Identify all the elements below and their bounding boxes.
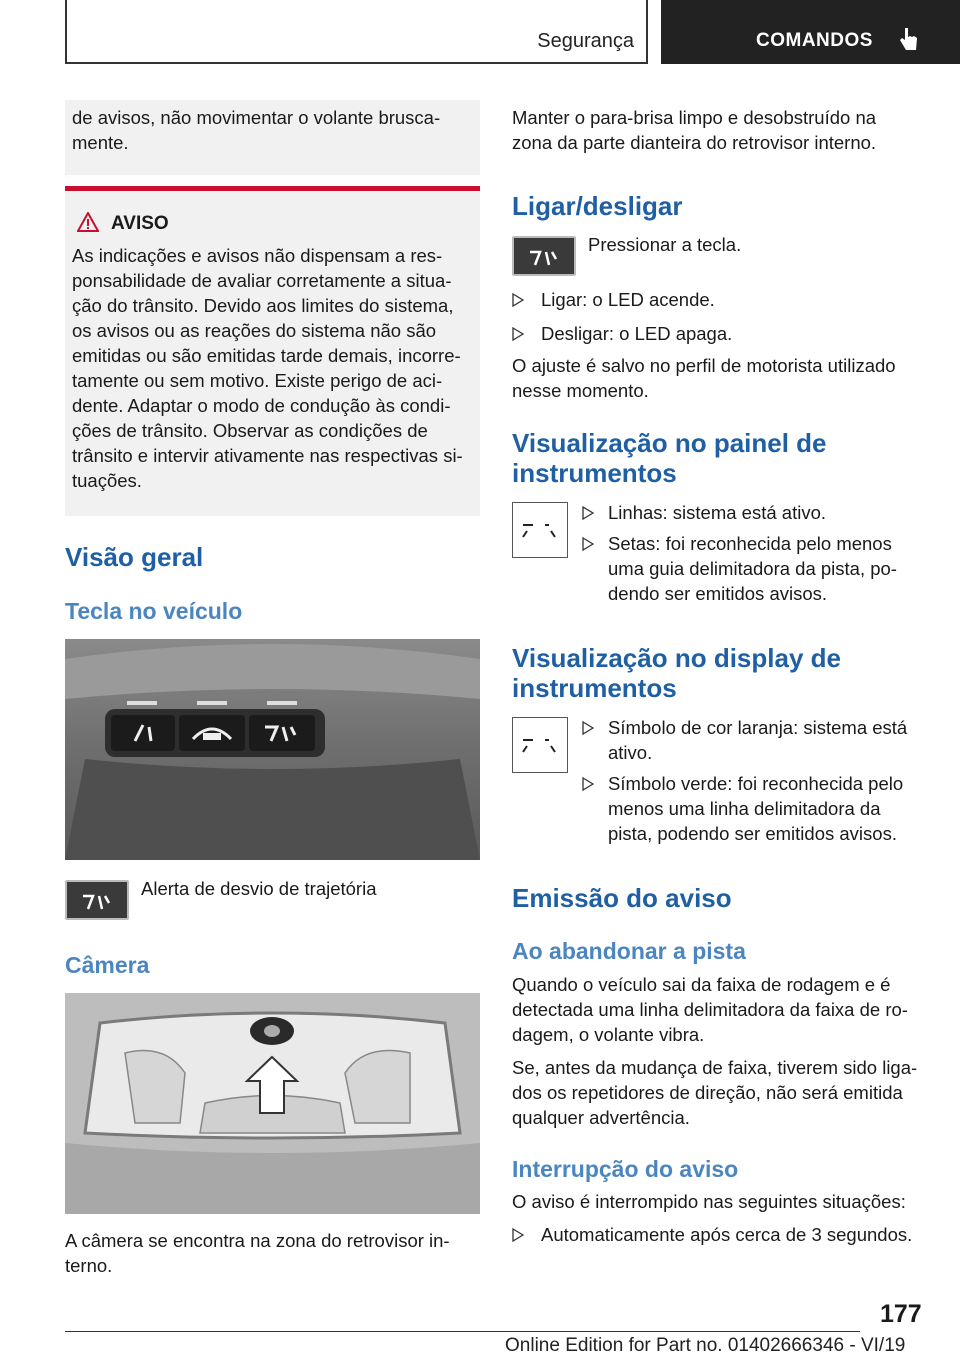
- leaving-text-1: Quando o veículo sai da faixa de rodagem e é detectada uma linha delimitadora da faixa de ro-dagem, o volante vibra.: [512, 974, 908, 1045]
- display-item: Símbolo de cor laranja: sistema está ativo.: [608, 717, 908, 763]
- header-section-tab: [65, 0, 648, 64]
- intro-text: de avisos, não movimentar o volante brusca-mente.: [72, 107, 441, 153]
- warning-title: AVISO: [111, 213, 169, 234]
- interrupt-text: O aviso é interrompido nas seguintes situações:: [512, 1191, 906, 1212]
- overview-heading: Visão geral: [65, 542, 204, 572]
- profile-text: O ajuste é salvo no perfil de motorista utilizado nesse momento.: [512, 355, 896, 401]
- warning-triangle-icon: [77, 212, 99, 232]
- leaving-heading: Ao abandonar a pista: [512, 938, 746, 964]
- onoff-text: Pressionar a tecla.: [588, 234, 742, 255]
- bullet-triangle-icon: [582, 537, 594, 551]
- panel-heading: Visualização no painel de instrumentos: [512, 428, 827, 488]
- bullet-triangle-icon: [582, 506, 594, 520]
- lane-lines-display-icon: [512, 502, 568, 558]
- vehicle-buttons-photo: [65, 639, 480, 860]
- onoff-item: Desligar: o LED apaga.: [541, 323, 733, 344]
- bullet-triangle-icon: [512, 1228, 524, 1242]
- bullet-triangle-icon: [582, 777, 594, 791]
- page-number: 177: [880, 1300, 922, 1328]
- header-chapter-label: COMANDOS: [756, 30, 873, 51]
- warning-output-heading: Emissão do aviso: [512, 883, 732, 913]
- key-caption: Alerta de desvio de trajetória: [141, 878, 377, 899]
- onoff-item: Ligar: o LED acende.: [541, 289, 715, 310]
- camera-photo: [65, 993, 480, 1214]
- leaving-text-2: Se, antes da mudança de faixa, tiverem sido liga-dos os repetidores de direção, não será emitida qualquer advertência.: [512, 1057, 918, 1128]
- lane-departure-key-icon: [65, 880, 129, 920]
- camera-text: A câmera se encontra na zona do retrovisor in-terno.: [65, 1230, 450, 1276]
- lane-departure-key-icon-2: [512, 236, 576, 276]
- display-item: Símbolo verde: foi reconhecida pelo menos uma linha delimitadora da pista, podendo ser emitidos avisos.: [608, 773, 904, 844]
- edition-text: Online Edition for Part no. 01402666346 - VI/19: [505, 1335, 906, 1356]
- display-heading: Visualização no display de instrumentos: [512, 643, 841, 703]
- onoff-heading: Ligar/desligar: [512, 191, 683, 221]
- key-heading: Tecla no veículo: [65, 598, 243, 624]
- panel-item: Linhas: sistema está ativo.: [608, 502, 826, 523]
- bullet-triangle-icon: [582, 721, 594, 735]
- panel-item: Setas: foi reconhecida pelo menos uma guia delimitadora da pista, po-dendo ser emitidos avisos.: [608, 533, 897, 604]
- interrupt-heading: Interrupção do aviso: [512, 1156, 739, 1182]
- windshield-text: Manter o para-brisa limpo e desobstruído na zona da parte dianteira do retrovisor interno.: [512, 107, 877, 153]
- camera-heading: Câmera: [65, 952, 150, 978]
- hand-pointer-icon: [897, 26, 919, 52]
- bullet-triangle-icon: [512, 327, 524, 341]
- warning-text: As indicações e avisos não dispensam a res-ponsabilidade de avaliar corretamente a situa-ção do trânsito. Devido aos limites do sistema, os avisos ou as reações do sistema não são emitidas ou são emitidas tarde demais, incorre-tamente ou sem motivo. Existe perigo de aci-dente. Adaptar o modo de condução às condi-ções de trânsito. Observar as condições de trânsito e intervir ativamente nas respectivas si-tuações.: [72, 245, 463, 491]
- lane-lines-display-icon-2: [512, 717, 568, 773]
- header-chapter-tab: [661, 0, 960, 64]
- bullet-triangle-icon: [512, 293, 524, 307]
- interrupt-item: Automaticamente após cerca de 3 segundos.: [541, 1224, 913, 1245]
- footer-divider: [65, 1331, 860, 1332]
- header-section-label: Segurança: [537, 30, 634, 52]
